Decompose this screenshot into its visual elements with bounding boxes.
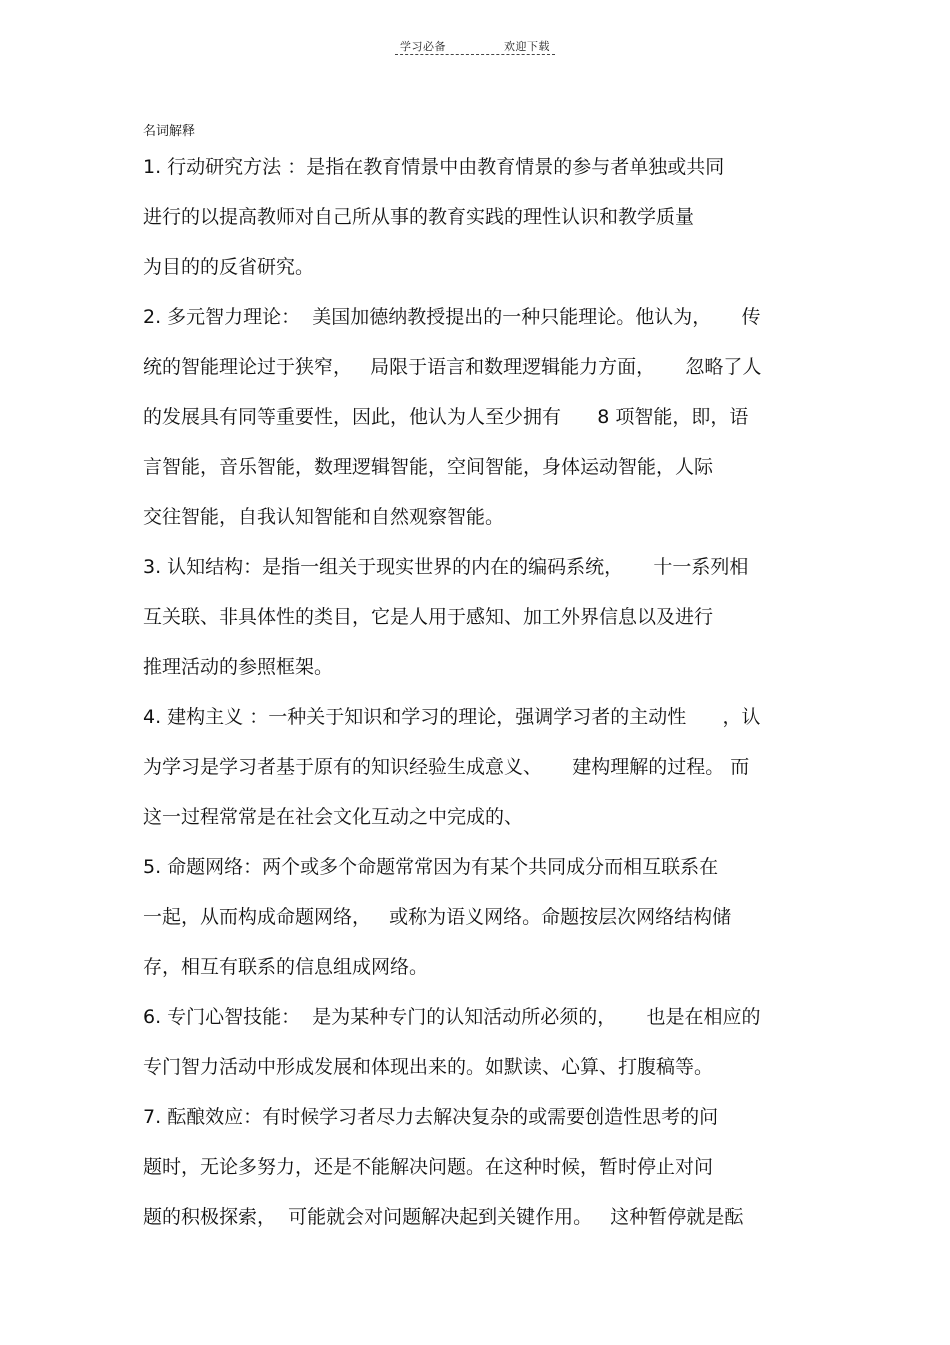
text-line: 题时，无论多努力，还是不能解决问题。在这种时候，暂时停止对问 (143, 1156, 714, 1178)
text-line: 题的积极探索， 可能就会对问题解决起到关键作用。 这种暂停就是酝 (143, 1206, 744, 1228)
text-line: 交往智能，自我认知智能和自然观察智能。 (143, 506, 505, 528)
text-line: 统的智能理论过于狭窄， 局限于语言和数理逻辑能力方面， 忽略了人 (143, 356, 762, 378)
text-line: 7. 酝酿效应：有时候学习者尽力去解决复杂的或需要创造性思考的问 (143, 1106, 719, 1128)
text-line: 存，相互有联系的信息组成网络。 (143, 956, 429, 978)
header-left-text: 学习必备 (400, 40, 446, 53)
text-line: 专门智力活动中形成发展和体现出来的。如默读、心算、打腹稿等。 (143, 1056, 714, 1078)
header-right-text: 欢迎下载 (504, 40, 550, 53)
text-line: 进行的以提高教师对自己所从事的教育实践的理性认识和教学质量 (143, 206, 695, 228)
text-line: 6. 专门心智技能： 是为某种专门的认知活动所必须的， 也是在相应的 (143, 1006, 761, 1028)
text-line: 5. 命题网络：两个或多个命题常常因为有某个共同成分而相互联系在 (143, 856, 719, 878)
text-line: 为学习是学习者基于原有的知识经验生成意义、 建构理解的过程。 而 (143, 756, 750, 778)
page-header (0, 38, 950, 54)
text-line: 言智能，音乐智能，数理逻辑智能，空间智能，身体运动智能，人际 (143, 456, 714, 478)
text-line: 一起，从而构成命题网络， 或称为语义网络。命题按层次网络结构储 (143, 906, 732, 928)
header-dashed-rule (395, 54, 555, 55)
text-line: 3. 认知结构：是指一组关于现实世界的内在的编码系统， 十一系列相 (143, 556, 749, 578)
text-line: 2. 多元智力理论： 美国加德纳教授提出的一种只能理论。他认为， 传 (143, 306, 761, 328)
text-line: 4. 建构主义 ：一种关于知识和学习的理论，强调学习者的主动性 ，认 (143, 706, 761, 728)
text-line: 推理活动的参照框架。 (143, 656, 334, 678)
section-title: 名词解释 (143, 124, 196, 139)
text-line: 1. 行动研究方法 ：是指在教育情景中由教育情景的参与者单独或共同 (143, 156, 725, 178)
text-line: 这一过程常常是在社会文化互动之中完成的、 (143, 806, 524, 828)
text-line: 互关联、非具体性的类目，它是人用于感知、加工外界信息以及进行 (143, 606, 714, 628)
text-line: 的发展具有同等重要性，因此，他认为人至少拥有 8 项智能，即，语 (143, 406, 749, 428)
text-line: 为目的的反省研究。 (143, 256, 315, 278)
